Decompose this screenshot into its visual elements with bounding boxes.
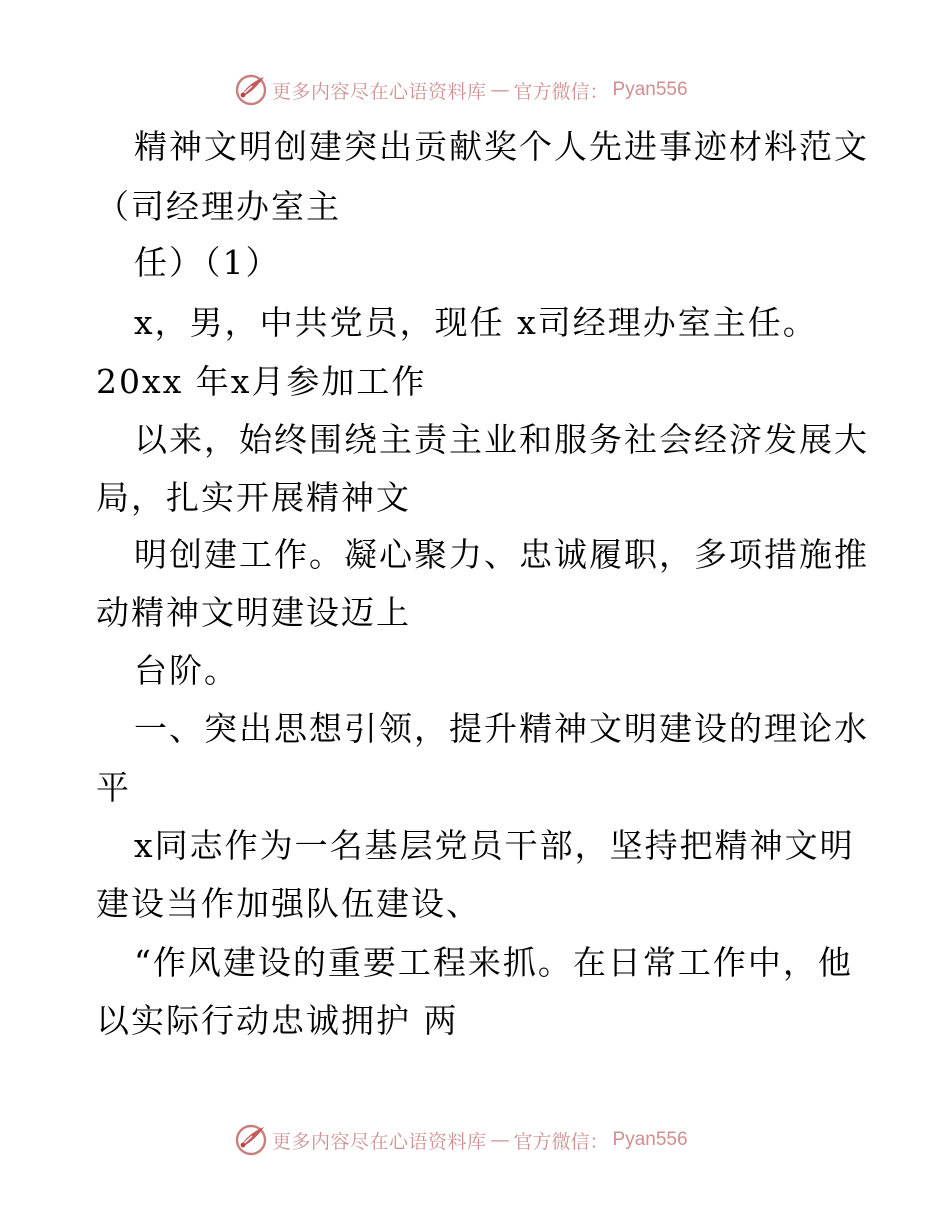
paragraph-line: 台阶。 (134, 651, 239, 690)
paragraph-line: 动精神文明建设迈上 (96, 593, 411, 632)
paragraph-line: 明创建工作。凝心聚力、忠诚履职，多项措施推 (134, 535, 869, 574)
section-heading-line-2: 平 (96, 768, 131, 807)
paragraph-line: 建设当作加强队伍建设、 (96, 884, 481, 923)
document-title-line-3: 任）（1） (134, 243, 281, 282)
paragraph-line: 以实际行动忠诚拥护 两 (96, 1001, 459, 1040)
paragraph-line: “作风建设的重要工程来抓。在日常工作中，他 (134, 943, 853, 982)
paragraph-line: 以来，始终围绕主责主业和服务社会经济发展大 (134, 420, 869, 459)
header-wechat-id: Pyan556 (612, 79, 688, 100)
header-brand-text: 更多内容尽在心语资料库 (272, 80, 487, 103)
footer-wechat-label: 官方微信： (513, 1130, 609, 1153)
header-wechat-label: 官方微信： (513, 80, 609, 103)
footer-brand-text: 更多内容尽在心语资料库 (272, 1130, 487, 1153)
paragraph-line: 局，扎实开展精神文 (96, 478, 411, 517)
paragraph-line: x，男，中共党员，现任 x司经理办室主任。 (134, 303, 818, 342)
footer-banner (234, 1122, 688, 1158)
section-heading-line-1: 一、突出思想引领，提升精神文明建设的理论水 (134, 709, 869, 748)
header-banner (234, 72, 688, 108)
footer-wechat-id: Pyan556 (612, 1129, 688, 1150)
footer-separator: — (490, 1129, 510, 1151)
document-title-line-2: （司经理办室主 (96, 187, 341, 226)
document-title-line-1: 精神文明创建突出贡献奖个人先进事迹材料范文 (134, 127, 869, 166)
header-separator: — (490, 79, 510, 101)
paragraph-line: 20xx 年x月参加工作 (96, 362, 427, 401)
quill-pen-logo-icon (234, 1123, 268, 1157)
paragraph-line: x同志作为一名基层党员干部，坚持把精神文明 (134, 826, 855, 865)
quill-pen-logo-icon (234, 73, 268, 107)
